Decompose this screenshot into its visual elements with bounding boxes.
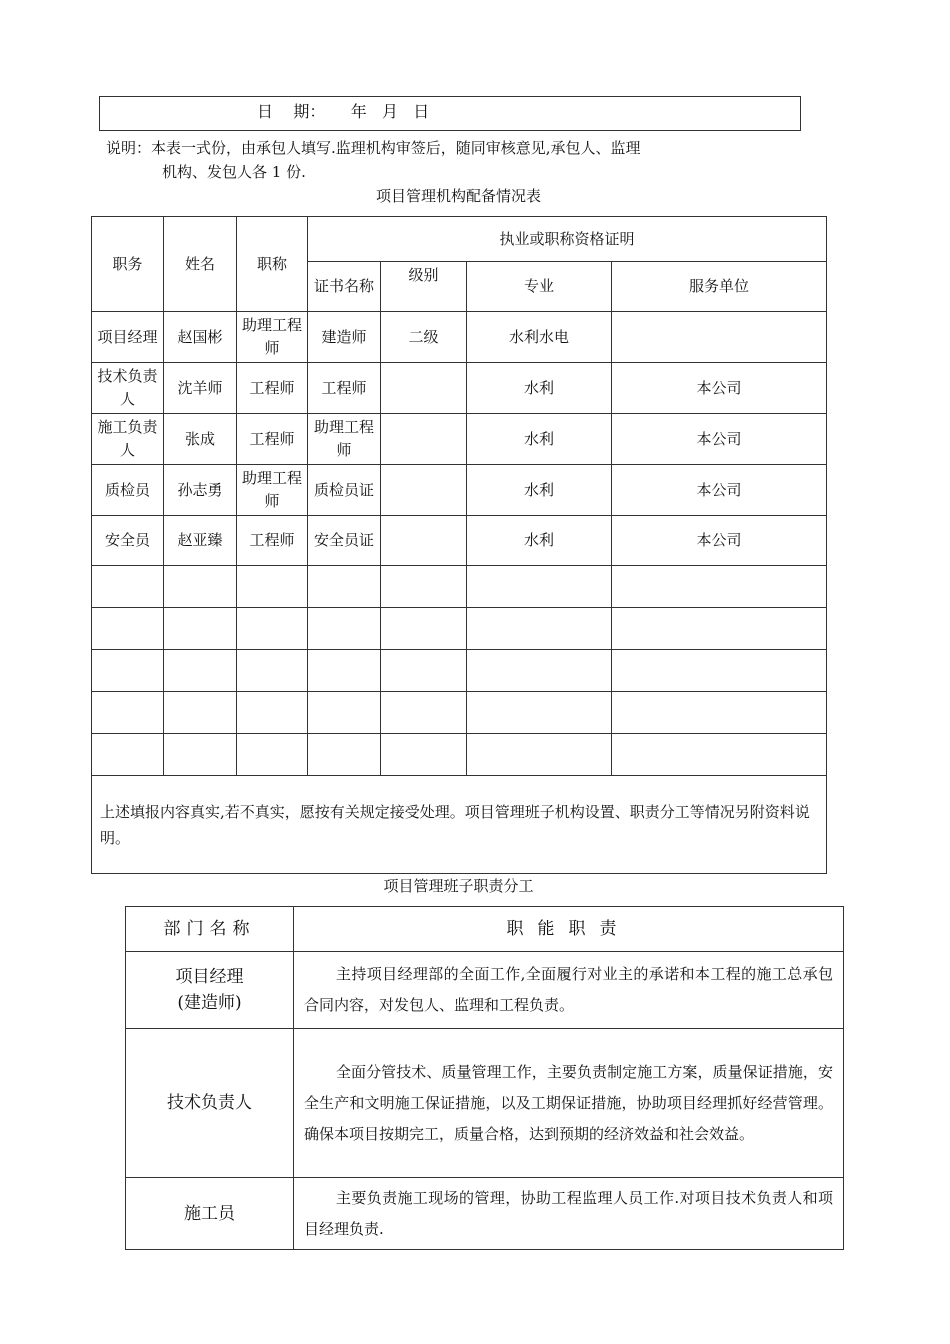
header-qualification-group: 执业或职称资格证明 <box>308 217 827 262</box>
empty-row <box>92 734 827 776</box>
note-line-1: 说明：本表一式份，由承包人填写.监理机构审签后，随同审核意见,承包人、监理 <box>106 139 641 157</box>
header-duty: 职能职责 <box>294 907 844 952</box>
duty-table <box>125 906 844 1250</box>
cell-specialty: 水利 <box>467 363 612 414</box>
duty-cell <box>294 1029 844 1178</box>
cell-employer: 本公司 <box>612 465 827 516</box>
dept-name: 项目经理 <box>175 967 244 987</box>
header-name: 姓名 <box>164 217 237 312</box>
duty-text: 主要负责施工现场的管理，协助工程监理人员工作.对项目技术负责人和项目经理负责. <box>304 1188 833 1238</box>
table1-caption: 项目管理机构配备情况表 <box>375 187 541 205</box>
duty-text: 全面分管技术、质量管理工作，主要负责制定施工方案，质量保证措施，安全生产和文明施工保证措施，以及工期保证措施，协助项目经理抓好经营管理。确保本项目按期完工，质量合格，达到预期的经济效益和社会效益。 <box>304 1062 833 1143</box>
duty-text: 主持项目经理部的全面工作,全面履行对业主的承诺和本工程的施工总承包合同内容，对发包人、监理和工程负责。 <box>304 965 833 1014</box>
cell-specialty: 水利 <box>467 465 612 516</box>
dept-name: 施工员 <box>126 1178 294 1250</box>
cell-name: 赵亚臻 <box>164 516 237 566</box>
cell-level <box>381 363 467 414</box>
cell-employer: 本公司 <box>612 414 827 465</box>
cell-level <box>381 516 467 566</box>
header-position: 职务 <box>92 217 164 312</box>
cell-specialty: 水利 <box>467 516 612 566</box>
cell-employer: 本公司 <box>612 363 827 414</box>
cell-specialty: 水利水电 <box>467 312 612 363</box>
empty-row <box>92 692 827 734</box>
cell-cert: 工程师 <box>308 363 381 414</box>
empty-row <box>92 566 827 608</box>
cell-cert: 质检员证 <box>308 465 381 516</box>
cell-title: 工程师 <box>237 414 308 465</box>
instruction-note <box>106 136 746 184</box>
table-row <box>92 363 827 414</box>
dept-name: 技术负责人 <box>126 1029 294 1178</box>
cell-employer: 本公司 <box>612 516 827 566</box>
header-title: 职称 <box>237 217 308 312</box>
header-dept: 部门名称 <box>126 907 294 952</box>
cell-title: 工程师 <box>237 363 308 414</box>
empty-row <box>92 608 827 650</box>
cell-cert: 安全员证 <box>308 516 381 566</box>
cell-specialty: 水利 <box>467 414 612 465</box>
cell-title: 助理工程师 <box>237 465 308 516</box>
duty-cell <box>294 1178 844 1250</box>
cell-level <box>381 465 467 516</box>
cell-name: 沈羊师 <box>164 363 237 414</box>
staffing-table <box>91 216 827 874</box>
cell-position: 安全员 <box>92 516 164 566</box>
table-row <box>92 465 827 516</box>
cell-cert: 助理工程师 <box>308 414 381 465</box>
declaration-statement: 上述填报内容真实,若不真实，愿按有关规定接受处理。项目管理班子机构设置、职责分工等情况另附资料说明。 <box>92 776 827 874</box>
cell-position: 项目经理 <box>92 312 164 363</box>
table-row <box>92 414 827 465</box>
cell-title: 工程师 <box>237 516 308 566</box>
cell-position: 施工负责人 <box>92 414 164 465</box>
dept-sub: (建造师) <box>177 993 242 1013</box>
cell-employer <box>612 312 827 363</box>
table-row <box>92 516 827 566</box>
cell-level <box>381 414 467 465</box>
cell-name: 孙志勇 <box>164 465 237 516</box>
table-row <box>126 1178 844 1250</box>
header-cert-name: 证书名称 <box>308 262 381 312</box>
cell-name: 张成 <box>164 414 237 465</box>
header-specialty: 专业 <box>467 262 612 312</box>
cell-title: 助理工程师 <box>237 312 308 363</box>
note-line-2: 机构、发包人各 1 份. <box>162 163 306 181</box>
header-level: 级别 <box>381 262 467 312</box>
duty-cell <box>294 952 844 1029</box>
cell-position: 质检员 <box>92 465 164 516</box>
table2-caption: 项目管理班子职责分工 <box>383 877 534 895</box>
cell-name: 赵国彬 <box>164 312 237 363</box>
empty-row <box>92 650 827 692</box>
dept-cell <box>126 952 294 1029</box>
table-row <box>126 1029 844 1178</box>
cell-cert: 建造师 <box>308 312 381 363</box>
header-employer: 服务单位 <box>612 262 827 312</box>
cell-position: 技术负责人 <box>92 363 164 414</box>
date-box <box>99 96 801 131</box>
table-row <box>92 312 827 363</box>
date-label: 日 期： 年 月 日 <box>257 102 430 121</box>
table-row <box>126 952 844 1029</box>
cell-level: 二级 <box>381 312 467 363</box>
